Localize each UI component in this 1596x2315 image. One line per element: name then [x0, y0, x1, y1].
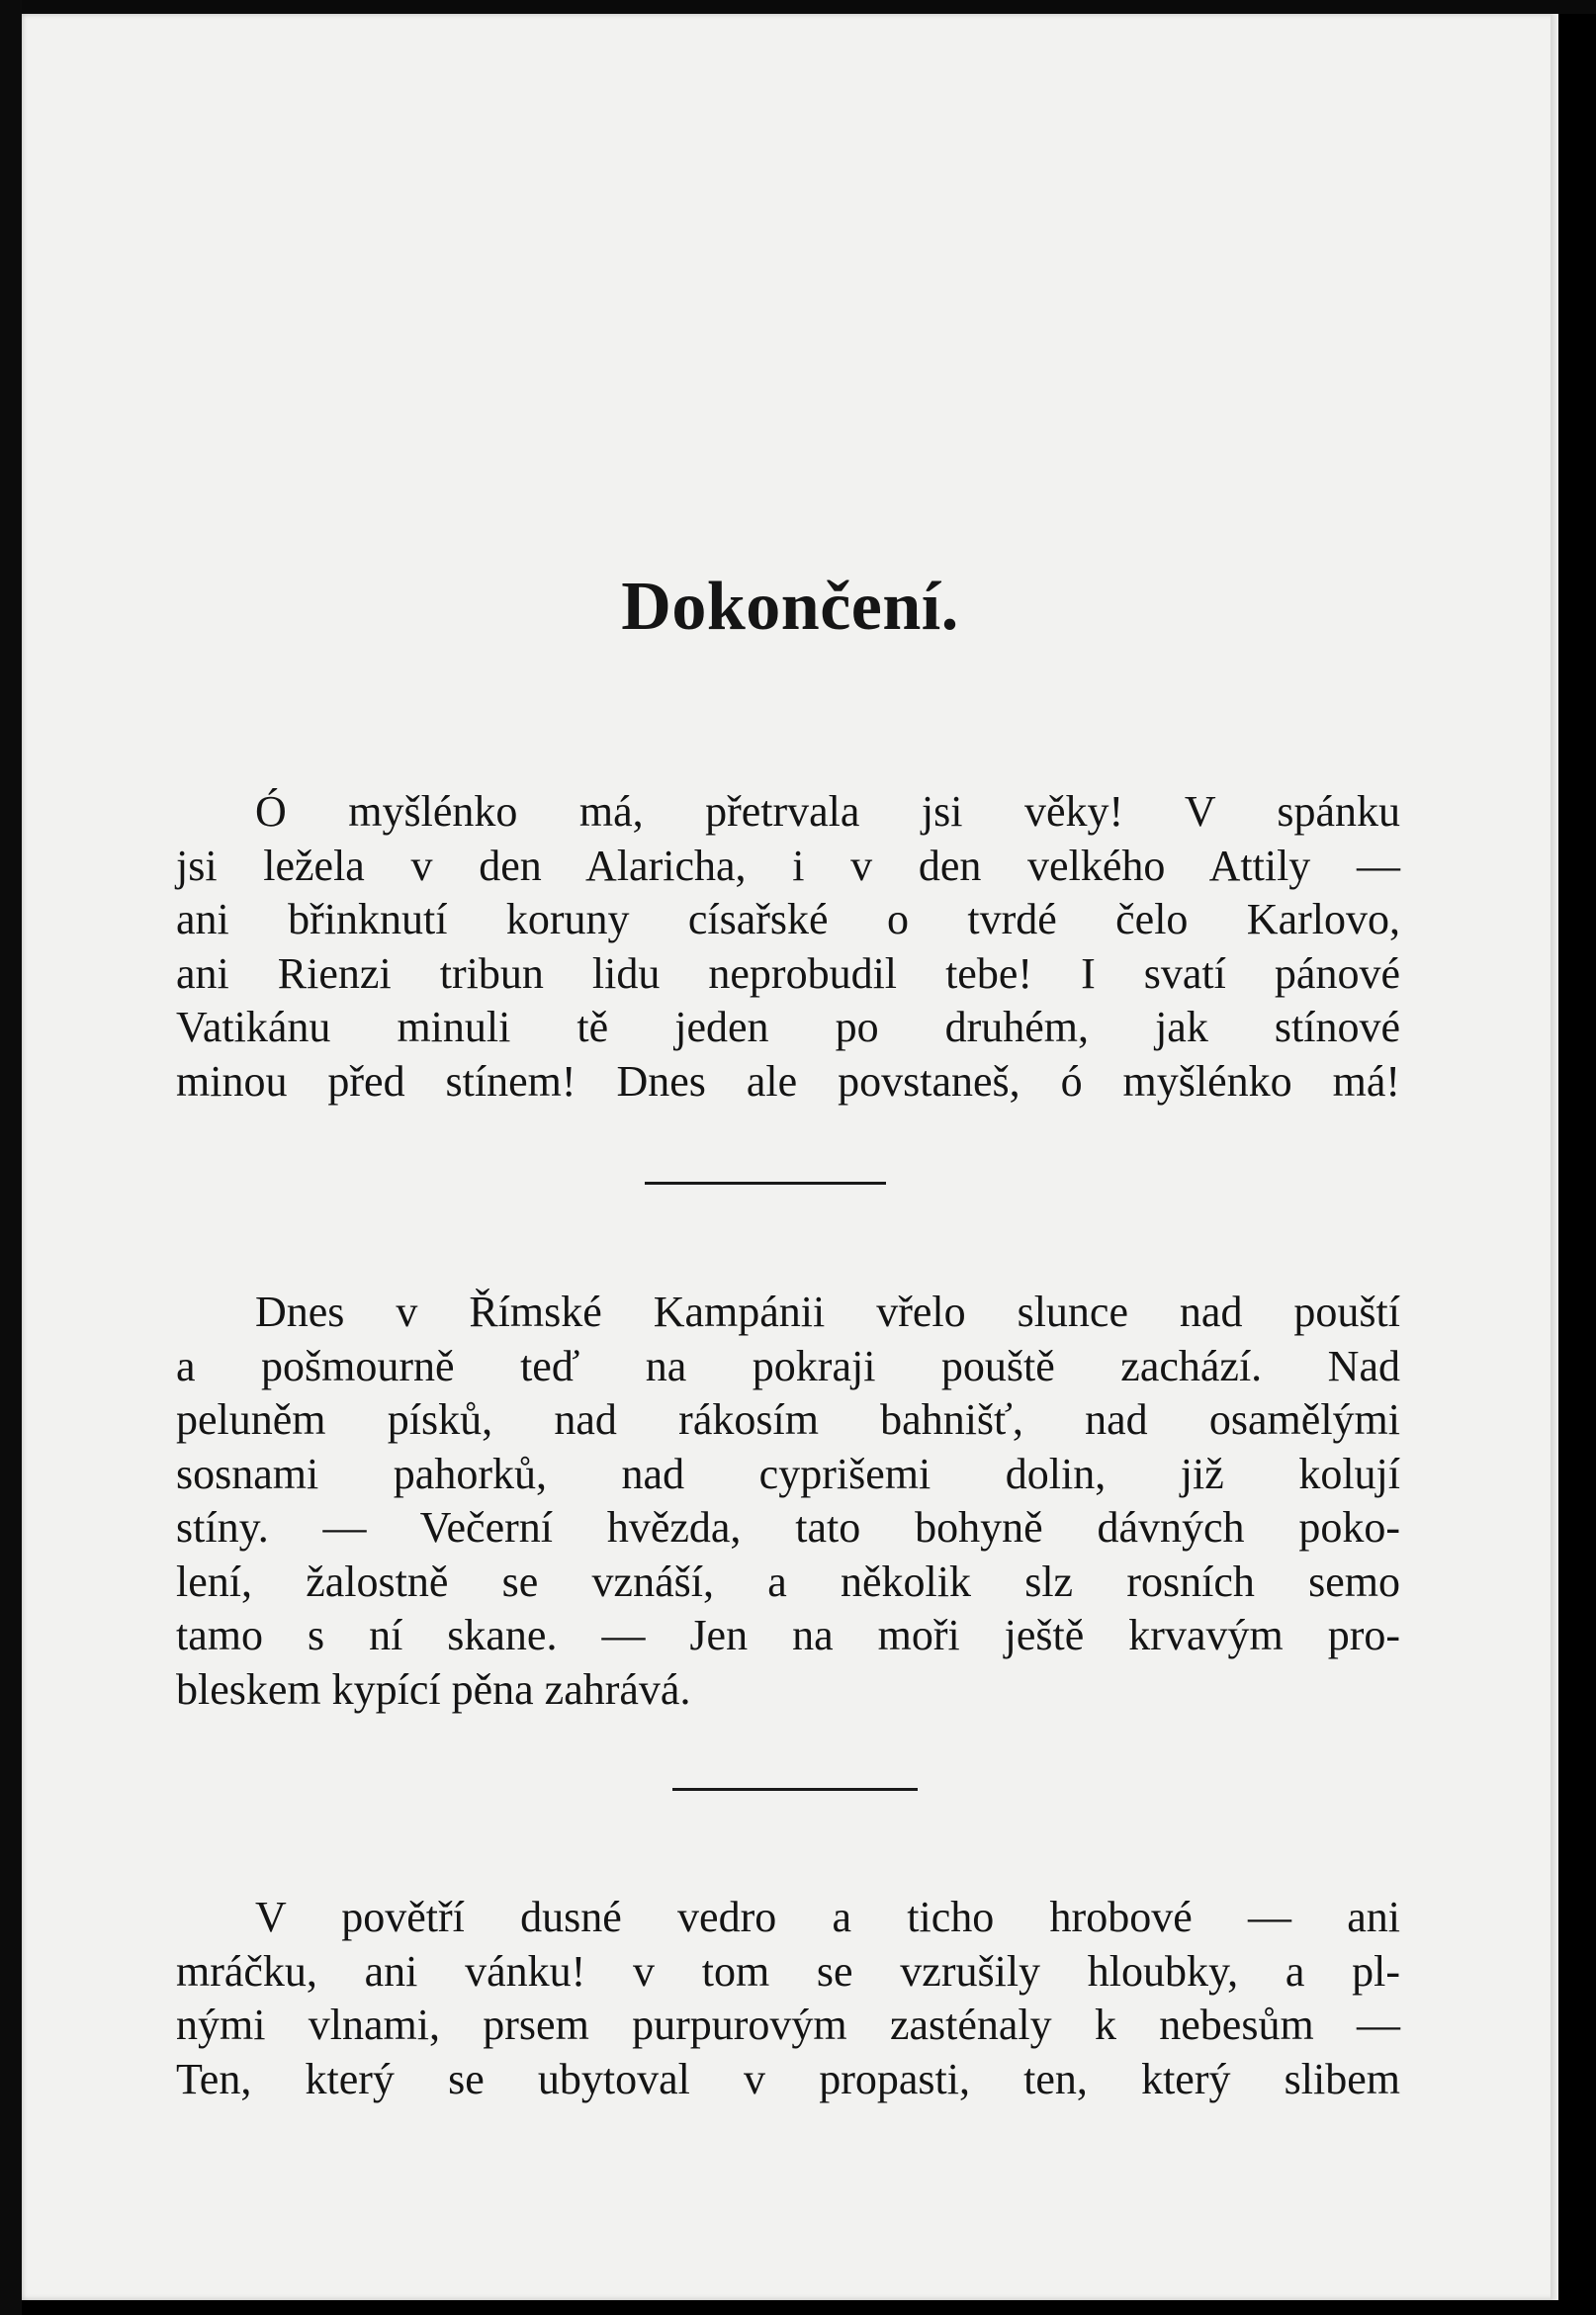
text-line: a pošmourně teď na pokraji pouště zachází. Nad — [176, 1341, 1400, 1390]
text-line: Ten, který se ubytoval v propasti, ten, který slibem — [176, 2054, 1400, 2103]
text-line: ani břinknutí koruny císařské o tvrdé čelo Karlovo, — [176, 895, 1400, 943]
text-line: nými vlnami, prsem purpurovým zasténaly k nebesům — — [176, 2001, 1400, 2049]
text-line: lení, žalostně se vznáší, a několik slz rosních semo — [176, 1557, 1400, 1606]
paragraph-2 — [176, 1286, 1400, 1717]
section-divider — [672, 1788, 918, 1791]
paragraph-3 — [176, 1891, 1400, 2106]
scan-frame-top — [0, 0, 1596, 14]
text-line: stíny. — Večerní hvězda, tato bohyně dávných poko- — [176, 1503, 1400, 1552]
text-line: tamo s ní skane. — Jen na moři ještě krvavým pro- — [176, 1611, 1400, 1659]
chapter-title: Dokončení. — [621, 569, 959, 645]
text-line: minou před stínem! Dnes ale povstaneš, ó myšlénko má! — [176, 1056, 1400, 1106]
text-line: sosnami pahorků, nad cyprišemi dolin, již kolují — [176, 1449, 1400, 1498]
text-line: Dnes v Římské Kampánii vřelo slunce nad pouští — [255, 1288, 1400, 1336]
scan-frame-left — [0, 0, 22, 2315]
section-divider — [645, 1182, 886, 1185]
text-line: Ó myšlénko má, přetrvala jsi věky! V spánku — [255, 787, 1400, 836]
book-page — [22, 14, 1558, 2300]
page-edge-shadow — [1551, 14, 1558, 2300]
text-line: Vatikánu minuli tě jeden po druhém, jak stínové — [176, 1003, 1400, 1051]
text-line: V povětří dusné vedro a ticho hrobové — ani — [255, 1893, 1400, 1941]
text-line: bleskem kypící pěna zahrává. — [176, 1664, 691, 1714]
text-line: ani Rienzi tribun lidu neprobudil tebe! I svatí pánové — [176, 948, 1400, 998]
text-line: mráčku, ani vánku! v tom se vzrušily hloubky, a pl- — [176, 1946, 1400, 1996]
paragraph-1 — [176, 785, 1400, 1109]
text-line: jsi ležela v den Alaricha, i v den velkého Attily — — [176, 841, 1400, 890]
text-line: peluněm písků, nad rákosím bahnišť, nad osamělými — [176, 1395, 1400, 1444]
